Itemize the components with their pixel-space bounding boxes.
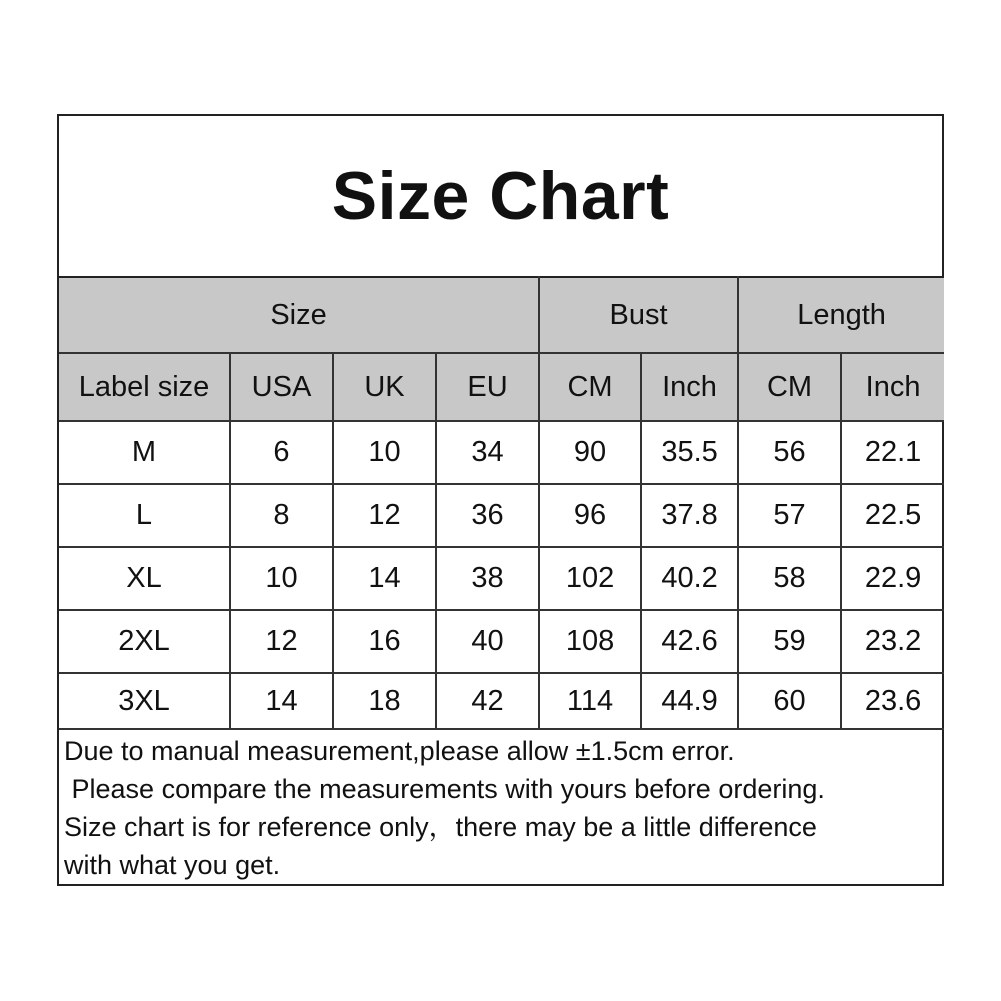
table-cell: 102 — [539, 547, 641, 610]
size-table — [59, 276, 944, 730]
column-header: Label size — [59, 353, 230, 421]
table-row — [59, 484, 944, 547]
group-header-bust: Bust — [539, 277, 738, 353]
table-cell: 10 — [333, 421, 436, 484]
table-cell: 37.8 — [641, 484, 738, 547]
column-header: USA — [230, 353, 333, 421]
table-cell: 59 — [738, 610, 841, 673]
table-cell: L — [59, 484, 230, 547]
table-cell: 35.5 — [641, 421, 738, 484]
column-header: CM — [539, 353, 641, 421]
table-cell: 22.9 — [841, 547, 944, 610]
table-cell: 18 — [333, 673, 436, 729]
table-cell: 42 — [436, 673, 539, 729]
table-cell: 96 — [539, 484, 641, 547]
column-header: CM — [738, 353, 841, 421]
table-cell: 12 — [230, 610, 333, 673]
table-cell: 3XL — [59, 673, 230, 729]
table-cell: 38 — [436, 547, 539, 610]
table-cell: M — [59, 421, 230, 484]
note-line: with what you get. — [64, 850, 281, 880]
table-row — [59, 610, 944, 673]
note-line: Please compare the measurements with yours before ordering. — [64, 774, 825, 804]
column-header: Inch — [841, 353, 944, 421]
table-row — [59, 421, 944, 484]
table-cell: 34 — [436, 421, 539, 484]
table-row — [59, 547, 944, 610]
column-header-row — [59, 353, 944, 421]
column-header: UK — [333, 353, 436, 421]
group-header-length: Length — [738, 277, 944, 353]
table-cell: 6 — [230, 421, 333, 484]
table-cell: 10 — [230, 547, 333, 610]
column-header: EU — [436, 353, 539, 421]
table-cell: 14 — [333, 547, 436, 610]
table-cell: 8 — [230, 484, 333, 547]
group-header-size: Size — [59, 277, 539, 353]
table-row — [59, 673, 944, 729]
table-cell: 14 — [230, 673, 333, 729]
group-header-row — [59, 277, 944, 353]
table-cell: 2XL — [59, 610, 230, 673]
table-cell: 42.6 — [641, 610, 738, 673]
table-cell: 114 — [539, 673, 641, 729]
table-cell: XL — [59, 547, 230, 610]
note-line: Due to manual measurement,please allow ±1.5cm error. — [64, 736, 735, 766]
table-cell: 16 — [333, 610, 436, 673]
table-cell: 108 — [539, 610, 641, 673]
table-cell: 58 — [738, 547, 841, 610]
disclaimer-note — [64, 732, 934, 884]
table-cell: 56 — [738, 421, 841, 484]
size-chart — [57, 114, 944, 886]
note-line: Size chart is for reference only，there may be a little difference — [64, 812, 817, 842]
table-cell: 60 — [738, 673, 841, 729]
column-header: Inch — [641, 353, 738, 421]
chart-title: Size Chart — [331, 158, 670, 234]
table-cell: 22.1 — [841, 421, 944, 484]
table-cell: 12 — [333, 484, 436, 547]
table-cell: 90 — [539, 421, 641, 484]
table-cell: 40.2 — [641, 547, 738, 610]
table-cell: 44.9 — [641, 673, 738, 729]
table-cell: 40 — [436, 610, 539, 673]
table-cell: 23.6 — [841, 673, 944, 729]
table-cell: 22.5 — [841, 484, 944, 547]
table-cell: 23.2 — [841, 610, 944, 673]
table-cell: 57 — [738, 484, 841, 547]
table-cell: 36 — [436, 484, 539, 547]
